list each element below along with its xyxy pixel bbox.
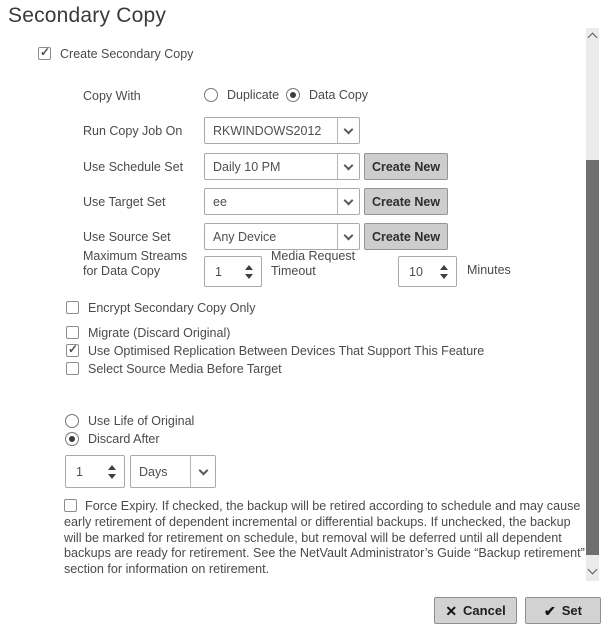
check-icon: ✔ <box>544 602 556 619</box>
encrypt-secondary-copy-checkbox[interactable] <box>66 301 79 314</box>
select-source-media-label[interactable]: Select Source Media Before Target <box>88 362 282 376</box>
max-streams-spinner[interactable] <box>204 256 262 287</box>
create-new-source-button[interactable]: Create New <box>364 223 448 250</box>
page-title: Secondary Copy <box>8 4 167 27</box>
media-timeout-spinner[interactable] <box>398 256 457 287</box>
run-copy-job-on-label: Run Copy Job On <box>83 124 183 138</box>
x-icon: ✕ <box>445 602 458 619</box>
discard-after-amount: 1 <box>76 464 83 479</box>
media-timeout-value: 10 <box>409 264 423 279</box>
discard-after-unit-value: Days <box>131 456 191 487</box>
use-source-set-label: Use Source Set <box>83 230 171 244</box>
media-timeout-unit: Minutes <box>467 263 511 277</box>
scrollbar-thumb[interactable] <box>586 160 599 555</box>
use-schedule-set-select[interactable] <box>204 153 360 180</box>
scroll-up-icon[interactable] <box>588 33 598 43</box>
use-schedule-set-label: Use Schedule Set <box>83 160 184 174</box>
chevron-down-icon[interactable] <box>338 189 359 214</box>
duplicate-radio-label[interactable]: Duplicate <box>227 88 280 102</box>
use-target-set-select[interactable] <box>204 188 360 215</box>
scrollbar[interactable] <box>586 28 599 581</box>
spinner-up-icon[interactable] <box>245 265 253 270</box>
force-expiry-text: Force Expiry. If checked, the backup will be retired according to schedule and may cause early retirement of dependent incremental or differential backups. If unchecked, the backup will be marked for retirement on schedule, but removal will be deferred until all dependent backups are ready for retirement. See the NetVault Administrator’s Guide “Backup retirement” section for information on retirement. <box>64 499 585 577</box>
chevron-down-icon[interactable] <box>338 118 359 143</box>
migrate-checkbox[interactable] <box>66 326 79 339</box>
use-target-set-label: Use Target Set <box>83 195 166 209</box>
use-source-set-select[interactable] <box>204 223 360 250</box>
optimised-replication-label[interactable]: Use Optimised Replication Between Devices That Support This Feature <box>88 344 485 358</box>
force-expiry-checkbox[interactable] <box>64 499 77 512</box>
use-target-set-value: ee <box>205 189 338 214</box>
use-source-set-value: Any Device <box>205 224 338 249</box>
spinner-down-icon[interactable] <box>245 274 253 279</box>
chevron-down-icon[interactable] <box>338 224 359 249</box>
media-timeout-label: Media Request Timeout <box>271 249 356 278</box>
create-new-target-button[interactable]: Create New <box>364 188 448 215</box>
use-life-of-original-label[interactable]: Use Life of Original <box>88 414 195 428</box>
optimised-replication-checkbox[interactable] <box>66 344 79 357</box>
max-streams-value: 1 <box>215 264 222 279</box>
use-schedule-set-value: Daily 10 PM <box>205 154 338 179</box>
duplicate-radio[interactable] <box>204 88 218 102</box>
create-new-schedule-button[interactable]: Create New <box>364 153 448 180</box>
data-copy-radio[interactable] <box>286 88 300 102</box>
set-button-label: Set <box>561 603 582 618</box>
copy-with-label: Copy With <box>83 89 141 103</box>
select-source-media-checkbox[interactable] <box>66 362 79 375</box>
encrypt-secondary-copy-label[interactable]: Encrypt Secondary Copy Only <box>88 301 256 315</box>
run-copy-job-on-value: RKWINDOWS2012 <box>205 118 338 143</box>
scroll-down-icon[interactable] <box>588 565 598 575</box>
spinner-up-icon[interactable] <box>108 465 116 470</box>
use-life-of-original-radio[interactable] <box>65 414 79 428</box>
set-button[interactable] <box>525 597 601 624</box>
cancel-button[interactable] <box>434 597 517 624</box>
data-copy-radio-label[interactable]: Data Copy <box>309 88 369 102</box>
run-copy-job-on-select[interactable] <box>204 117 360 144</box>
discard-after-label[interactable]: Discard After <box>88 432 160 446</box>
create-secondary-copy-label[interactable]: Create Secondary Copy <box>60 47 194 61</box>
discard-after-amount-spinner[interactable] <box>65 455 125 488</box>
spinner-down-icon[interactable] <box>108 474 116 479</box>
discard-after-radio[interactable] <box>65 432 79 446</box>
create-secondary-copy-checkbox[interactable] <box>38 47 51 60</box>
force-expiry-row <box>64 499 591 578</box>
migrate-label[interactable]: Migrate (Discard Original) <box>88 326 231 340</box>
chevron-down-icon[interactable] <box>338 154 359 179</box>
spinner-up-icon[interactable] <box>440 265 448 270</box>
chevron-down-icon[interactable] <box>191 456 215 487</box>
max-streams-label: Maximum Streams for Data Copy <box>83 249 188 278</box>
discard-after-unit-select[interactable] <box>130 455 216 488</box>
cancel-button-label: Cancel <box>463 603 506 618</box>
spinner-down-icon[interactable] <box>440 274 448 279</box>
